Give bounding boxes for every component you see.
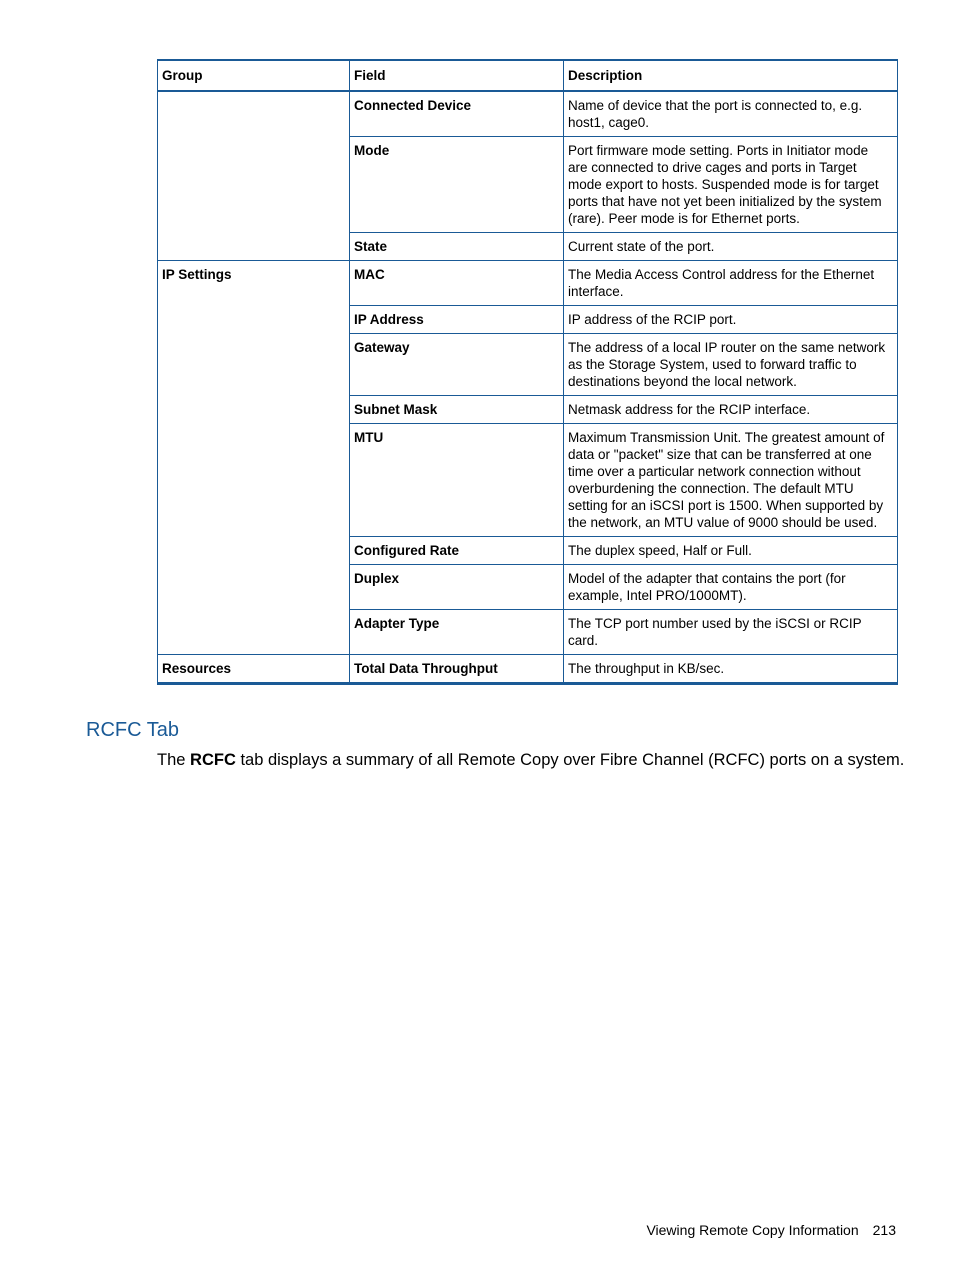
field-cell: Duplex [350,565,564,610]
footer-title: Viewing Remote Copy Information [646,1222,859,1238]
description-cell: The TCP port number used by the iSCSI or RCIP card. [564,610,898,655]
field-cell: State [350,233,564,261]
table-row [158,261,898,306]
header-description: Description [564,60,898,91]
description-cell: The throughput in KB/sec. [564,655,898,684]
description-cell: Netmask address for the RCIP interface. [564,396,898,424]
group-cell [158,91,350,261]
field-cell: MTU [350,424,564,537]
paragraph-prefix: The [157,751,191,769]
paragraph-bold-term: RCFC [190,751,236,769]
page-number: 213 [872,1222,896,1238]
description-cell: The address of a local IP router on the same network as the Storage System, used to forward traffic to destinations beyond the local network. [564,334,898,396]
description-cell: The duplex speed, Half or Full. [564,537,898,565]
table-row [158,655,898,684]
field-cell: Gateway [350,334,564,396]
description-cell: IP address of the RCIP port. [564,306,898,334]
table-row [158,91,898,137]
fields-table [157,59,898,685]
description-cell: The Media Access Control address for the Ethernet interface. [564,261,898,306]
group-cell: Resources [158,655,350,684]
field-cell: MAC [350,261,564,306]
header-field: Field [350,60,564,91]
description-cell: Port firmware mode setting. Ports in Initiator mode are connected to drive cages and ports in Target mode export to hosts. Suspended mode is for target ports that have not yet been initialized by the system (rare). Peer mode is for Ethernet ports. [564,137,898,233]
field-cell: Subnet Mask [350,396,564,424]
field-cell: Configured Rate [350,537,564,565]
table-header-row [158,60,898,91]
description-cell: Name of device that the port is connected to, e.g. host1, cage0. [564,91,898,137]
page-footer [646,1222,896,1238]
field-cell: IP Address [350,306,564,334]
field-cell: Adapter Type [350,610,564,655]
description-cell: Maximum Transmission Unit. The greatest amount of data or "packet" size that can be transferred at one time over a particular network connection without overburdening the connection. The default MTU setting for an iSCSI port is 1500. When supported by the network, an MTU value of 9000 should be used. [564,424,898,537]
field-cell: Connected Device [350,91,564,137]
description-cell: Model of the adapter that contains the port (for example, Intel PRO/1000MT). [564,565,898,610]
group-cell: IP Settings [158,261,350,655]
section-heading: RCFC Tab [86,719,179,741]
description-cell: Current state of the port. [564,233,898,261]
field-cell: Mode [350,137,564,233]
field-cell: Total Data Throughput [350,655,564,684]
section-paragraph [157,749,917,771]
header-group: Group [158,60,350,91]
paragraph-suffix: tab displays a summary of all Remote Copy over Fibre Channel (RCFC) ports on a system. [235,751,905,769]
